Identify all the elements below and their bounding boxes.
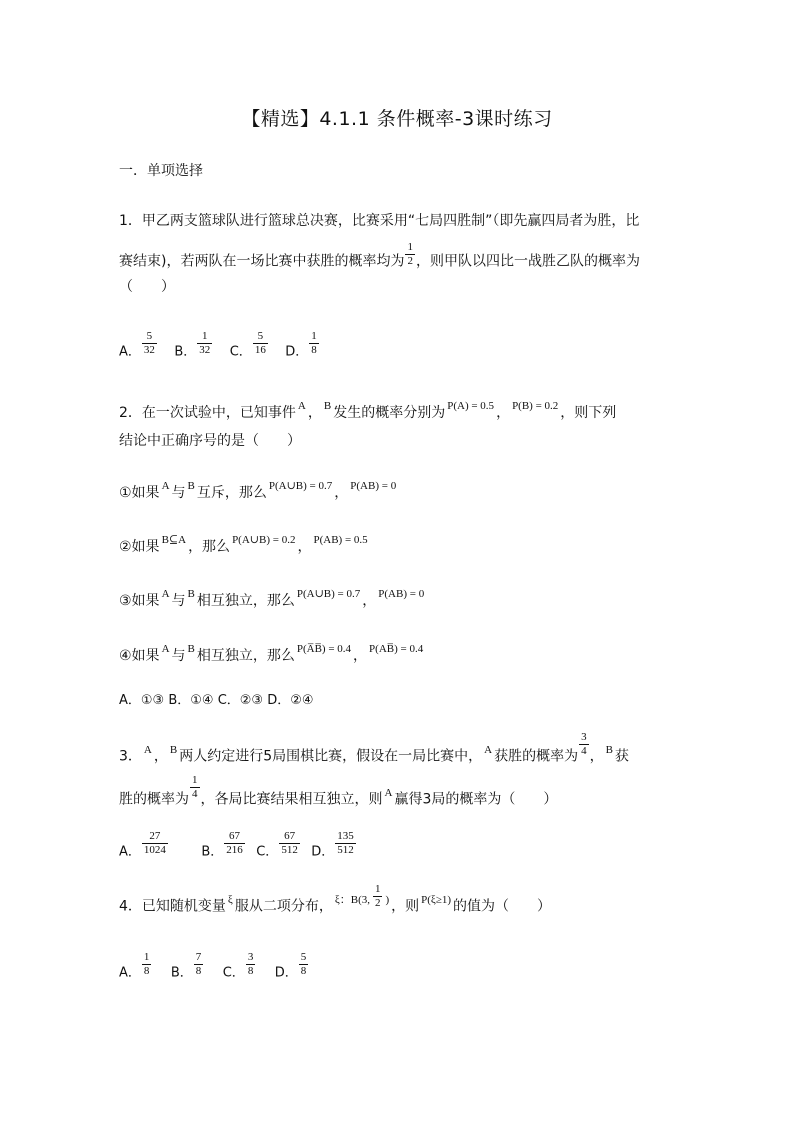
event-a: A bbox=[161, 643, 170, 655]
formula: P(A̅B̅) = 0.4 bbox=[296, 643, 352, 655]
frac-num: 1 bbox=[143, 951, 150, 963]
distribution-close: ) bbox=[385, 893, 390, 906]
frac-num: 1 bbox=[311, 330, 317, 342]
option-fraction bbox=[224, 830, 245, 857]
stmt-text: 相互独立，那么 bbox=[196, 593, 295, 609]
q3-text: 获胜的概率为 bbox=[494, 748, 579, 765]
option-label: D． bbox=[311, 844, 335, 860]
option-fraction bbox=[194, 951, 204, 978]
frac-num: 67 bbox=[229, 830, 241, 842]
frac-den: 8 bbox=[247, 965, 254, 977]
event-b: B bbox=[187, 588, 195, 600]
stmt-text: 相互独立，那么 bbox=[196, 648, 295, 664]
option-label: D． bbox=[285, 344, 309, 360]
q2-statement-4: ④如果 $^A$ 与 $^B$ 相互独立，那么 $^{P(A̅B̅) = 0.4}$ ， $^{P(AB̅) = 0.4}$ bbox=[119, 643, 424, 664]
stmt-text: ①如果 bbox=[119, 485, 160, 501]
q1-options bbox=[119, 330, 332, 365]
player-a: A bbox=[143, 743, 152, 756]
prob-b: P(B) = 0.2 bbox=[512, 400, 559, 412]
q2-statement-1: ①如果 $^A$ 与 $^B$ 互斥，那么 $^{P(A\cup B) = 0.7}$ ， $^{P(AB) = 0}$ bbox=[119, 480, 397, 501]
q3-text: 3． bbox=[119, 748, 142, 765]
frac-den: 2 bbox=[374, 897, 381, 909]
frac-den: 512 bbox=[281, 844, 298, 856]
option-label: B． bbox=[201, 844, 224, 860]
distribution: ξ：B(3, bbox=[334, 893, 370, 906]
q1-text-b: ，则甲队以四比一战胜乙队的概率为 bbox=[415, 253, 640, 270]
option-label: B． bbox=[174, 344, 197, 360]
q3-text: 赢得3局的概率为（ ） bbox=[394, 791, 558, 808]
option-fraction bbox=[335, 830, 356, 857]
formula: P(AB) = 0 bbox=[350, 480, 397, 492]
formula: P(AB̅) = 0.4 bbox=[369, 643, 424, 655]
stmt-text: 互斥，那么 bbox=[196, 485, 267, 501]
q1-half-fraction bbox=[405, 241, 415, 268]
q4-line-1 bbox=[119, 883, 552, 920]
q4-text: 服从二项分布， bbox=[234, 898, 333, 915]
frac-num: 5 bbox=[257, 330, 264, 342]
frac-num: 3 bbox=[247, 951, 254, 963]
stmt-text: 与 bbox=[171, 648, 186, 664]
q2-text-a: 2．在一次试验中，已知事件 bbox=[119, 405, 296, 421]
q4-dist-fraction bbox=[373, 883, 383, 910]
event-a: A bbox=[297, 400, 306, 412]
frac-num: 1 bbox=[192, 774, 198, 786]
option-label: C． bbox=[256, 844, 279, 860]
frac-num: 5 bbox=[146, 330, 153, 342]
player-a: A bbox=[484, 743, 493, 756]
frac-num: 67 bbox=[284, 830, 296, 842]
frac-den: 1024 bbox=[143, 844, 166, 856]
frac-num: 27 bbox=[149, 830, 161, 842]
section-heading: 一．单项选择 bbox=[119, 163, 203, 179]
prob-a: P(A) = 0.5 bbox=[447, 400, 495, 412]
frac-den: 8 bbox=[195, 965, 202, 977]
q2-text-c: ，则下列 bbox=[560, 405, 617, 421]
stmt-text: 与 bbox=[171, 485, 186, 501]
player-a: A bbox=[384, 786, 393, 799]
option-label: C． bbox=[222, 965, 245, 981]
stmt-text: ②如果 bbox=[119, 539, 160, 555]
q2-text-b: 发生的概率分别为 bbox=[333, 405, 446, 421]
q1-line-3: （ ） bbox=[119, 279, 175, 295]
page-title: 【精选】4.1.1 条件概率-3课时练习 bbox=[241, 108, 553, 130]
q1-text-a: 赛结束)，若两队在一场比赛中获胜的概率均为 bbox=[119, 253, 405, 270]
q2-statement-3: ③如果 $^A$ 与 $^B$ 相互独立，那么 $^{P(A\cup B) = 0.7}$ ， $^{P(AB) = 0}$ bbox=[119, 588, 425, 609]
frac-den: 512 bbox=[337, 844, 354, 856]
q1-line-1: 1．甲乙两支篮球队进行篮球总决赛，比赛采用“七局四胜制”（即先赢四局者为胜，比 bbox=[119, 213, 640, 229]
frac-den: 4 bbox=[581, 745, 587, 757]
q1-option-d[interactable] bbox=[285, 330, 320, 365]
frac-num: 1 bbox=[374, 883, 381, 895]
q3-prob-b-fraction bbox=[190, 774, 200, 801]
q4-option-a[interactable] bbox=[119, 951, 152, 986]
option-fraction bbox=[253, 330, 268, 357]
q1-option-c[interactable] bbox=[229, 330, 269, 365]
frac-num: 7 bbox=[195, 951, 202, 963]
q4-option-b[interactable] bbox=[170, 951, 204, 986]
random-variable: ξ bbox=[227, 893, 233, 906]
q3-text: 胜的概率为 bbox=[119, 791, 189, 808]
player-b: B bbox=[169, 743, 178, 756]
player-b: B bbox=[605, 743, 613, 756]
option-fraction bbox=[299, 951, 309, 978]
option-fraction bbox=[142, 330, 157, 357]
q4-options bbox=[119, 951, 321, 986]
q3-option-c[interactable] bbox=[256, 830, 301, 865]
frac-num: 1 bbox=[202, 330, 208, 342]
frac-num: 5 bbox=[300, 951, 307, 963]
option-label: A． bbox=[119, 844, 141, 860]
q4-text: 4．已知随机变量 bbox=[119, 898, 226, 915]
formula: P(ξ≥1) bbox=[421, 893, 452, 906]
option-fraction bbox=[142, 951, 152, 978]
frac-den: 8 bbox=[311, 344, 317, 356]
event-a: A bbox=[161, 480, 170, 492]
q4-text: ，则 bbox=[391, 898, 420, 915]
q1-line-2 bbox=[119, 241, 640, 275]
option-fraction bbox=[309, 330, 319, 357]
comma: ， bbox=[307, 405, 322, 421]
frac-den: 8 bbox=[143, 965, 150, 977]
formula: P(A∪B) = 0.7 bbox=[296, 588, 361, 600]
q3-text: 两人约定进行5局围棋比赛，假设在一局比赛中， bbox=[179, 748, 483, 765]
option-label: D． bbox=[274, 965, 298, 981]
option-label: C． bbox=[229, 344, 252, 360]
frac-den: 32 bbox=[199, 344, 211, 356]
event-b: B bbox=[323, 400, 332, 412]
q3-text: ，各局比赛结果相互独立，则 bbox=[200, 791, 383, 808]
q3-text: 获 bbox=[614, 748, 629, 765]
frac-den: 216 bbox=[226, 844, 243, 856]
formula: P(A∪B) = 0.7 bbox=[268, 480, 333, 492]
option-fraction bbox=[279, 830, 300, 857]
q3-prob-a-fraction bbox=[579, 731, 589, 758]
frac-den: 8 bbox=[300, 965, 307, 977]
formula: P(AB) = 0.5 bbox=[313, 534, 368, 546]
q4-option-d[interactable] bbox=[274, 951, 310, 986]
option-fraction bbox=[197, 330, 212, 357]
formula: P(AB) = 0 bbox=[378, 588, 425, 600]
q2-line-1: 2．在一次试验中，已知事件 $^A$ ， $^B$ 发生的概率分别为 $^{P(A) = 0.5}$ ， $^{P(B) = 0.2}$ ，则下列 bbox=[119, 400, 617, 421]
event-b: B bbox=[187, 643, 195, 655]
q3-text: ， bbox=[589, 748, 604, 765]
frac-num: 3 bbox=[581, 731, 587, 743]
formula: B⊆A bbox=[161, 534, 187, 546]
q3-options bbox=[119, 830, 369, 865]
q4-text: 的值为（ ） bbox=[453, 898, 552, 915]
frac-den: 2 bbox=[407, 255, 413, 267]
frac-den: 4 bbox=[192, 788, 198, 800]
q3-line-1: 3． $^A$ ， $^B$ 两人约定进行5局围棋比赛，假设在一局比赛中， $^A$ 获胜的概率为 $\frac{3}{4}$ ， $^B$ 获 bbox=[119, 731, 629, 765]
option-label: A． bbox=[119, 344, 141, 360]
event-a: A bbox=[161, 588, 170, 600]
formula: P(A∪B) = 0.2 bbox=[232, 534, 296, 546]
event-b: B bbox=[187, 480, 195, 492]
q3-line-2 bbox=[119, 774, 558, 813]
frac-num: 135 bbox=[337, 830, 354, 842]
frac-num: 1 bbox=[407, 241, 413, 253]
q3-option-d[interactable] bbox=[311, 830, 357, 865]
stmt-text: 与 bbox=[171, 593, 186, 609]
q2-line-2: 结论中正确序号的是（ ） bbox=[119, 433, 301, 449]
stmt-text: ④如果 bbox=[119, 648, 160, 664]
q2-options[interactable]: A．①③ B．①④ C．②③ D．②④ bbox=[119, 693, 314, 708]
option-label: B． bbox=[170, 965, 193, 981]
option-fraction bbox=[142, 830, 168, 857]
stmt-text: ，那么 bbox=[188, 539, 231, 555]
option-label: A． bbox=[119, 965, 141, 981]
q2-statement-2: ②如果 $^{B⊆A}$ ，那么 $^{P(A\cup B) = 0.2}$ ， $^{P(AB) = 0.5}$ bbox=[119, 534, 368, 555]
stmt-text: ③如果 bbox=[119, 593, 160, 609]
q1-option-b[interactable] bbox=[174, 330, 213, 365]
option-fraction bbox=[246, 951, 256, 978]
frac-den: 32 bbox=[143, 344, 155, 356]
q3-option-a[interactable] bbox=[119, 830, 169, 865]
frac-den: 16 bbox=[254, 344, 266, 356]
q3-option-b[interactable] bbox=[201, 830, 245, 865]
q4-option-c[interactable] bbox=[222, 951, 257, 986]
q1-option-a[interactable] bbox=[119, 330, 158, 365]
